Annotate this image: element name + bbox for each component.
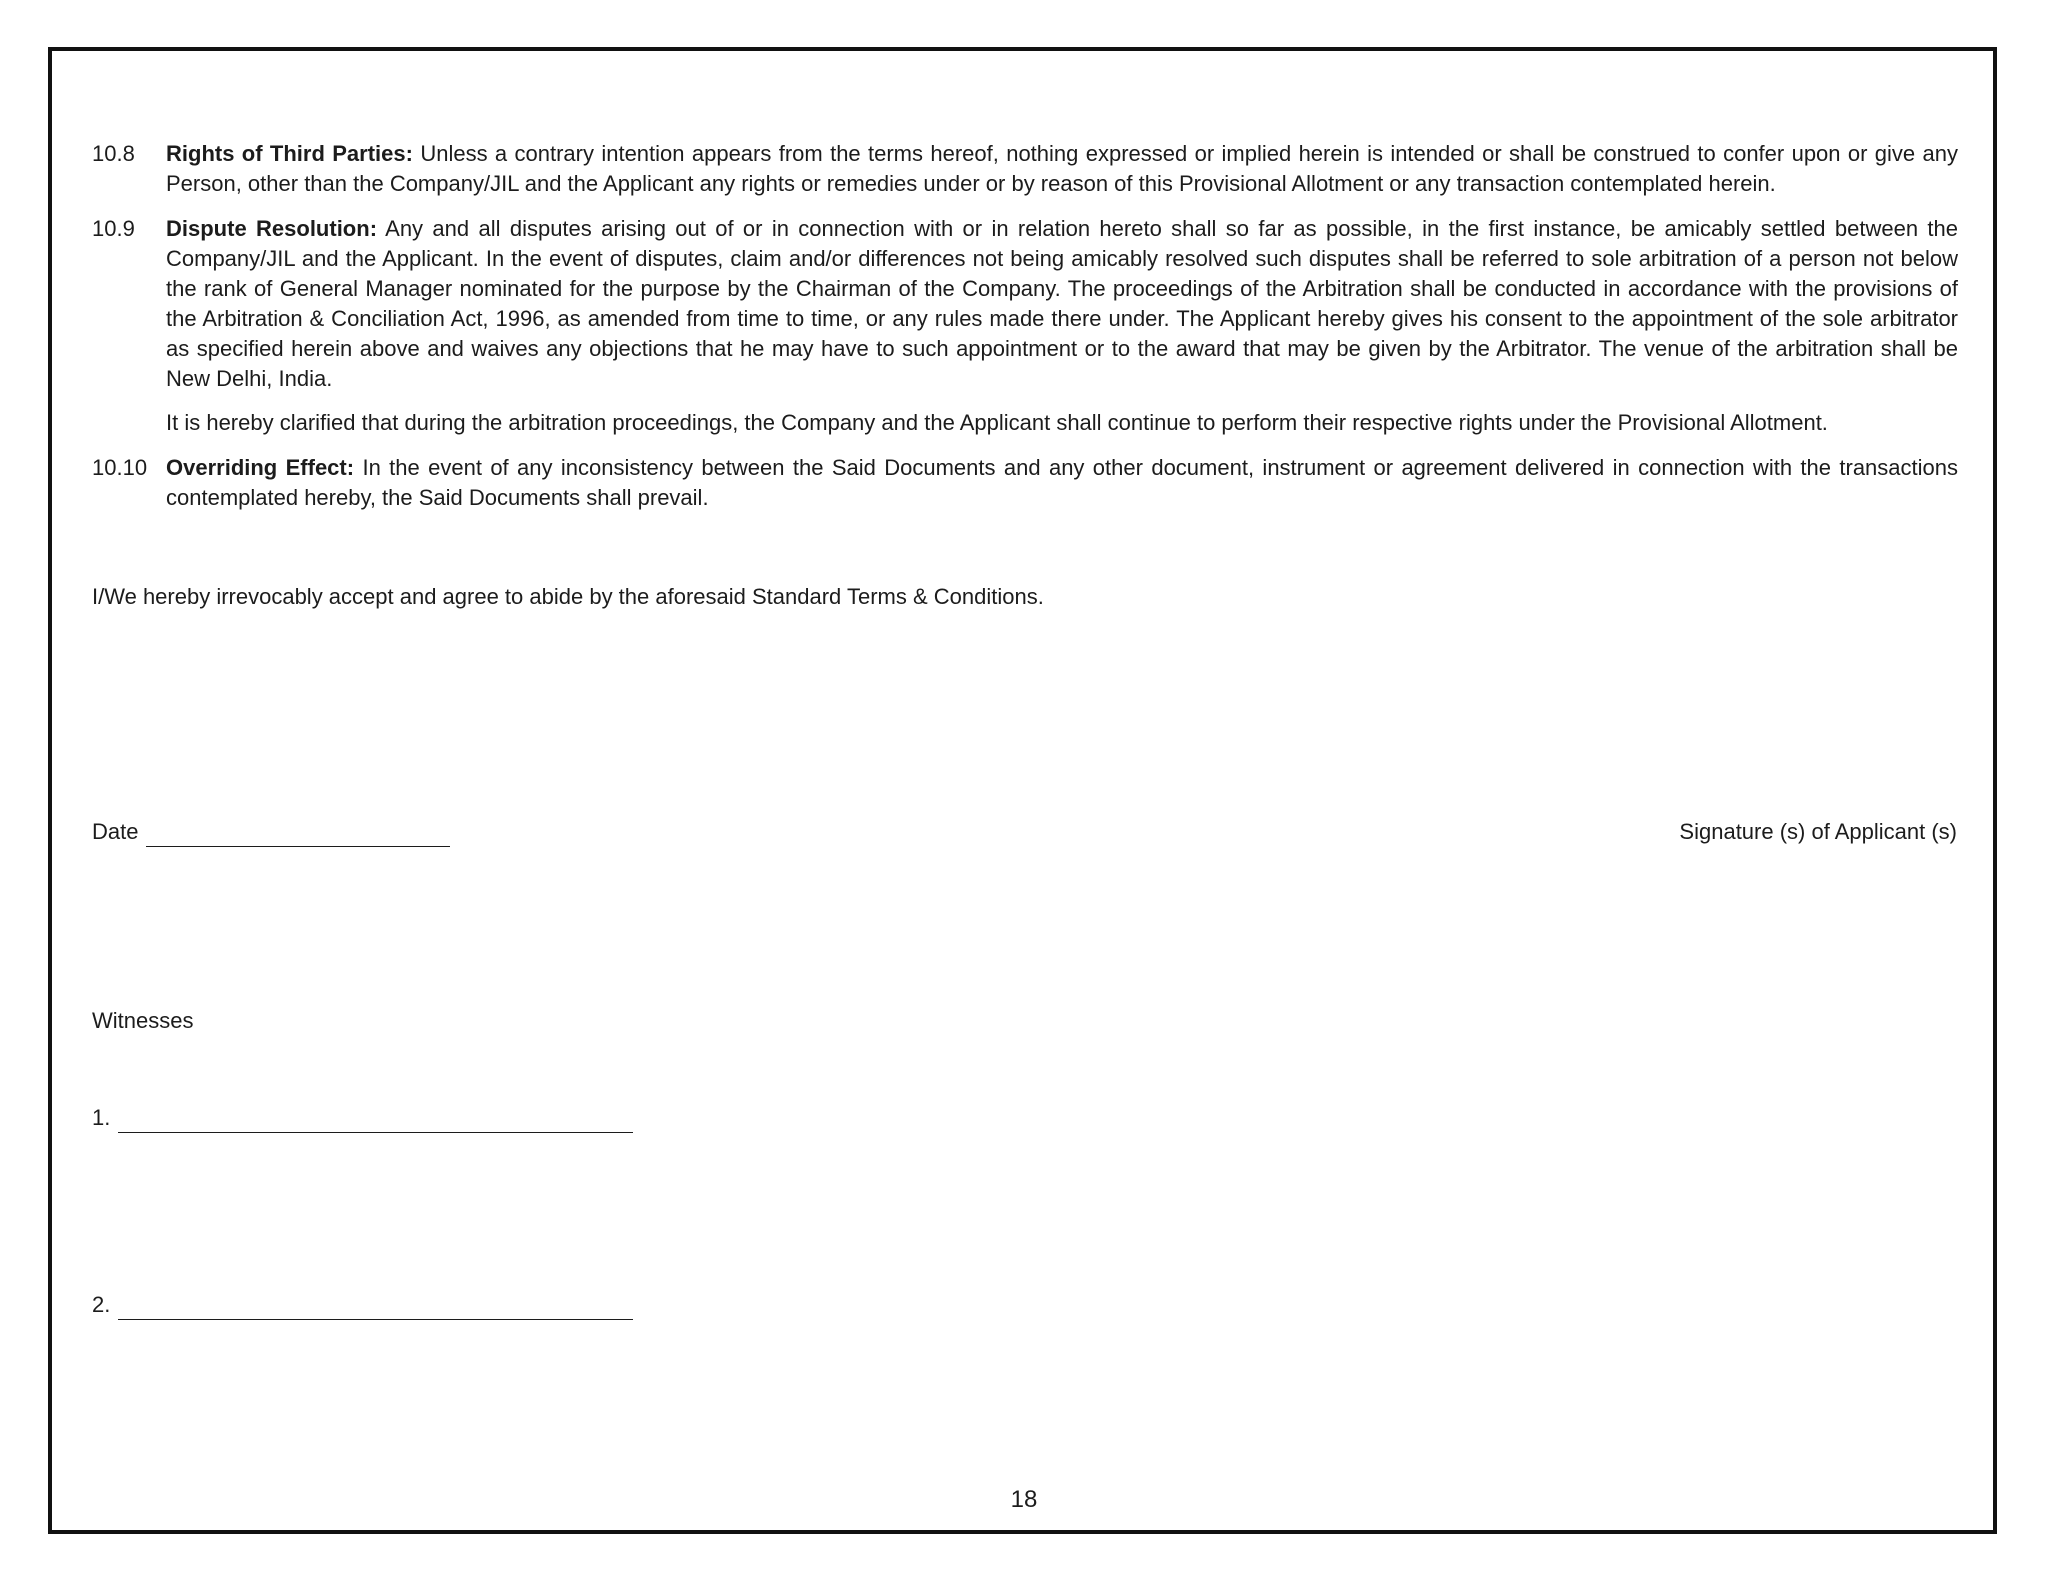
clause-number: 10.8 (92, 141, 135, 166)
witness-field-1 (92, 1103, 633, 1133)
clauses-section (92, 139, 1958, 528)
clause-body (166, 453, 1958, 513)
clause-body (166, 214, 1958, 438)
clause-number: 10.9 (92, 216, 135, 241)
witness-blank-line[interactable] (118, 1293, 633, 1320)
date-blank-line[interactable] (146, 820, 450, 847)
clause-text: Unless a contrary intention appears from the terms hereof, nothing expressed or implied herein is intended or shall be construed to confer upon or give any Person, other than the Company/JIL and the Applicant any rights or remedies under or by reason of this Provisional Allotment or any transaction contemplated herein. (166, 141, 1958, 196)
clause-heading: Overriding Effect: (166, 455, 355, 480)
clause-10-8 (92, 139, 1958, 199)
page-number: 18 (1010, 1486, 1038, 1513)
signature-label: Signature (s) of Applicant (s) (1679, 819, 1957, 844)
witness-field-2 (92, 1290, 633, 1320)
acceptance-statement: I/We hereby irrevocably accept and agree to abide by the aforesaid Standard Terms & Conditions. (92, 584, 1044, 609)
clause-10-9 (92, 214, 1958, 438)
clause-10-10 (92, 453, 1958, 513)
witness-number: 2. (92, 1292, 111, 1317)
date-label: Date (92, 819, 139, 844)
witness-blank-line[interactable] (118, 1106, 633, 1133)
clause-heading: Dispute Resolution: (166, 216, 378, 241)
clause-text: In the event of any inconsistency between the Said Documents and any other document, instrument or agreement delivered in connection with the transactions contemplated hereby, the Said Documents shall prevail. (166, 455, 1958, 510)
clause-number: 10.10 (92, 455, 148, 480)
witnesses-label: Witnesses (92, 1008, 194, 1033)
clause-text: Any and all disputes arising out of or in connection with or in relation hereto shall so far as possible, in the first instance, be amicably settled between the Company/JIL and the Applicant. In the event of disputes, claim and/or differences not being amicably resolved such disputes shall be referred to sole arbitration of a person not below the rank of General Manager nominated for the purpose by the Chairman of the Company. The proceedings of the Arbitration shall be conducted in accordance with the provisions of the Arbitration & Conciliation Act, 1996, as amended from time to time, or any rules made there under. The Applicant hereby gives his consent to the appointment of the sole arbitrator as specified herein above and waives any objections that he may have to such appointment or to the award that may be given by the Arbitrator. The venue of the arbitration shall be New Delhi, India. (166, 216, 1958, 391)
clause-body (166, 139, 1958, 199)
date-field (92, 817, 450, 847)
clause-clarification: It is hereby clarified that during the arbitration proceedings, the Company and the Applicant shall continue to perform their respective rights under the Provisional Allotment. (166, 410, 1828, 435)
clause-heading: Rights of Third Parties: (166, 141, 413, 166)
witness-number: 1. (92, 1105, 111, 1130)
